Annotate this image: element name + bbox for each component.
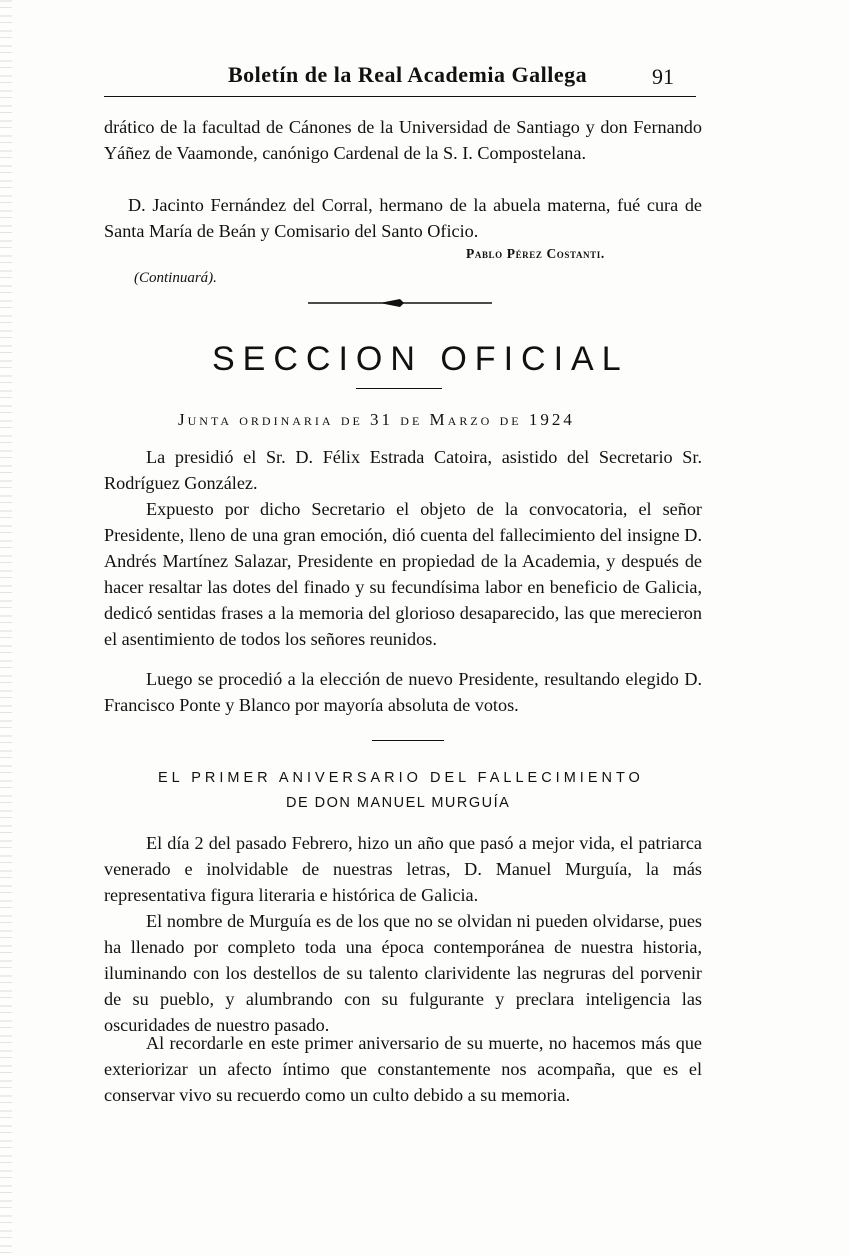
continued-note: (Continuará). <box>134 270 217 286</box>
article-title-line-2: DE DON MANUEL MURGUÍA <box>286 795 511 811</box>
section-title: SECCION OFICIAL <box>212 340 629 378</box>
section-divider-ornament <box>308 296 492 310</box>
header-rule <box>104 96 696 97</box>
journal-title: Boletín de la Real Academia Gallega <box>228 62 588 87</box>
meeting-paragraph-1: La presidió el Sr. D. Félix Estrada Catoira, asistido del Secretario Sr. Rodríguez González. <box>104 447 702 493</box>
page-edge-shadow <box>0 0 12 1255</box>
meeting-paragraph-3: Luego se procedió a la elección de nuevo Presidente, resultando elegido D. Francisco Ponte y Blanco por mayoría absoluta de votos. <box>104 669 702 715</box>
section-title-rule <box>356 388 442 389</box>
article-title-line-1: EL PRIMER ANIVERSARIO DEL FALLECIMIENTO <box>158 770 644 786</box>
article-paragraph-1: El día 2 del pasado Febrero, hizo un año que pasó a mejor vida, el patriarca venerado e inolvidable de nuestras letras, D. Manuel Murguía, la más representativa figura literaria e histórica de Galicia. <box>104 833 702 905</box>
author-signature: Pablo Pérez Costanti. <box>466 246 605 261</box>
page-number: 91 <box>652 64 674 89</box>
intro-paragraph-2: D. Jacinto Fernández del Corral, hermano de la abuela materna, fué cura de Santa María de Beán y Comisario del Santo Oficio. <box>104 195 702 241</box>
article-paragraph-2: El nombre de Murguía es de los que no se olvidan ni pueden olvidarse, pues ha llenado por completo toda una época contemporánea de nuestra historia, iluminando con los destellos de su talento clarividente las negruras del porvenir de su pueblo, y alumbrando con su fulgurante y preclara inteligencia las oscuridades de nuestro pasado. <box>104 911 702 1035</box>
article-paragraph-3: Al recordarle en este primer aniversario de su muerte, no hacemos más que exteriorizar un afecto íntimo que constantemente nos acompaña, que es el conservar vivo su recuerdo como un culto debido a su memoria. <box>104 1033 702 1105</box>
meeting-heading: Junta ordinaria de 31 de Marzo de 1924 <box>178 410 575 429</box>
intro-paragraph-1: drático de la facultad de Cánones de la Universidad de Santiago y don Fernando Yáñez de Vaamonde, canónigo Cardenal de la S. I. Compostelana. <box>104 117 702 163</box>
article-divider-rule <box>372 740 444 741</box>
meeting-paragraph-2: Expuesto por dicho Secretario el objeto de la convocatoria, el señor Presidente, lleno de una gran emoción, dió cuenta del fallecimiento del insigne D. Andrés Martínez Salazar, Presidente en propiedad de la Academia, y después de hacer resaltar las dotes del finado y su fecundísima labor en beneficio de Galicia, dedicó sentidas frases a la memoria del glorioso desaparecido, las que merecieron el asentimiento de todos los señores reunidos. <box>104 499 702 649</box>
